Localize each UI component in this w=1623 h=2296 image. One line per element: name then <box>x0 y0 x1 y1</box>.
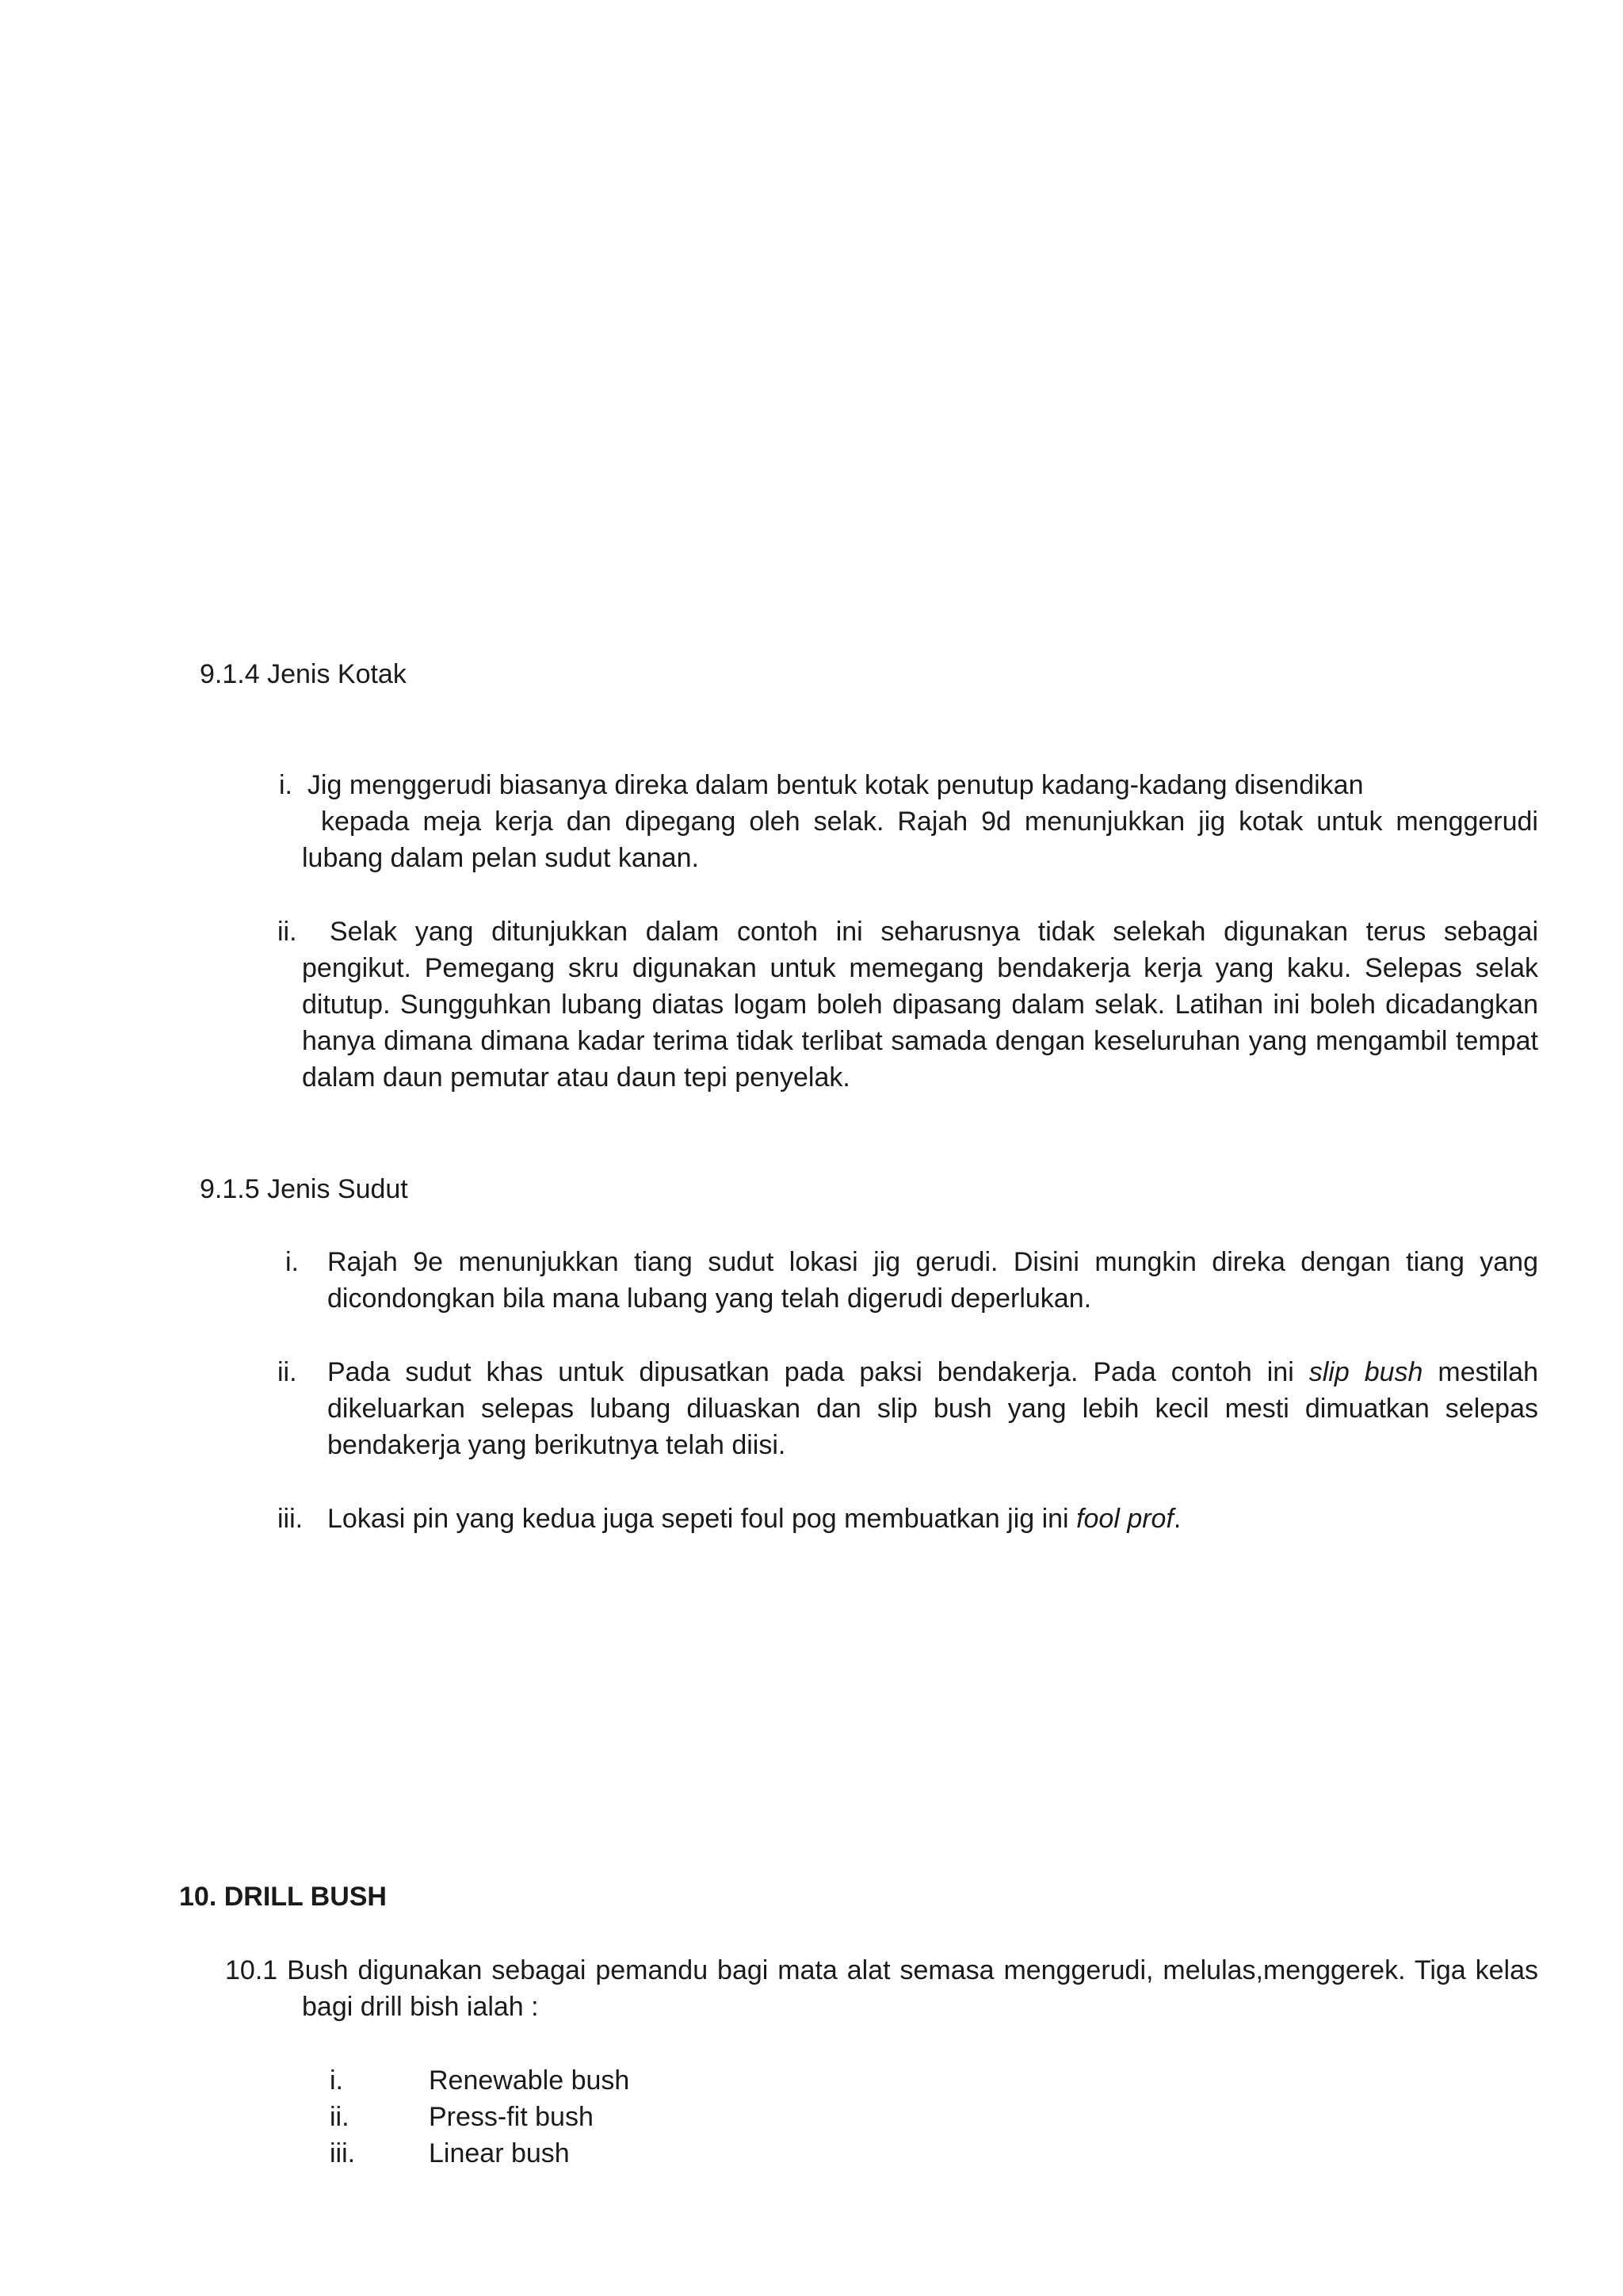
list-number: i. <box>285 1247 299 1277</box>
list-number: ii. <box>277 1357 297 1387</box>
list-item-9-1-4-i <box>279 767 1363 803</box>
list-number: iii. <box>277 1504 304 1534</box>
list-item-9-1-5-ii <box>277 1354 1538 1463</box>
italic-term: fool prof <box>1076 1504 1174 1534</box>
paragraph-10-1-line: bagi drill bish ialah : <box>302 1992 539 2022</box>
list-item-9-1-5-iii <box>277 1501 1538 1537</box>
list-text: Selak yang ditunjukkan dalam contoh ini seharusnya tidak selekah digunakan terus sebagai pengikut. Pemegang skru digunakan untuk memegang bendakerja kerja yang kaku. Selepas selak ditutup. Sungguhkan lubang diatas logam boleh dipasang dalam selak. Latihan ini boleh dicadangkan hanya dimana dimana kadar terima tidak terlibat samada dengan keseluruhan yang mengambil tempat dalam daun pemutar atau daun tepi penyelak. <box>302 917 1538 1093</box>
list-text: Lokasi pin yang kedua juga sepeti foul pog membuatkan jig ini fool prof. <box>327 1504 1182 1534</box>
list-text: Renewable bush <box>429 2065 630 2096</box>
list-text-line: lubang dalam pelan sudut kanan. <box>302 843 699 873</box>
list-text: Rajah 9e menunjukkan tiang sudut lokasi jig gerudi. Disini mungkin direka dengan tiang yang dicondongkan bila mana lubang yang telah digerudi deperlukan. <box>327 1247 1538 1314</box>
section-heading-9-1-5: 9.1.5 Jenis Sudut <box>200 1174 408 1204</box>
list-number: i. <box>330 2065 343 2096</box>
list-text: Press-fit bush <box>429 2102 594 2132</box>
list-text: Jig menggerudi biasanya direka dalam bentuk kotak penutup kadang-kadang disendikan <box>307 770 1364 800</box>
italic-term: slip bush <box>1308 1357 1423 1387</box>
list-text-line: kepada meja kerja dan dipegang oleh selak. Rajah 9d menunjukkan jig kotak untuk menggerudi <box>321 807 1538 837</box>
list-number: iii. <box>330 2138 356 2168</box>
section-heading-10: 10. DRILL BUSH <box>179 1882 387 1912</box>
list-number: ii. <box>330 2102 349 2132</box>
list-text: Pada sudut khas untuk dipusatkan pada paksi bendakerja. Pada contoh ini slip bush mestilah dikeluarkan selepas lubang diluaskan dan slip bush yang lebih kecil mesti dimuatkan selepas bendakerja yang berikutnya telah diisi. <box>327 1357 1538 1460</box>
section-heading-9-1-4: 9.1.4 Jenis Kotak <box>200 659 407 689</box>
list-number: i. <box>279 770 292 800</box>
list-item-9-1-5-i <box>285 1244 1538 1317</box>
list-number: ii. <box>277 917 297 947</box>
paragraph-10-1-line: 10.1 Bush digunakan sebagai pemandu bagi mata alat semasa menggerudi, melulas,menggerek. Tiga kelas <box>225 1955 1538 1985</box>
list-text: Linear bush <box>429 2138 570 2168</box>
list-item-9-1-4-ii <box>277 913 1538 1096</box>
